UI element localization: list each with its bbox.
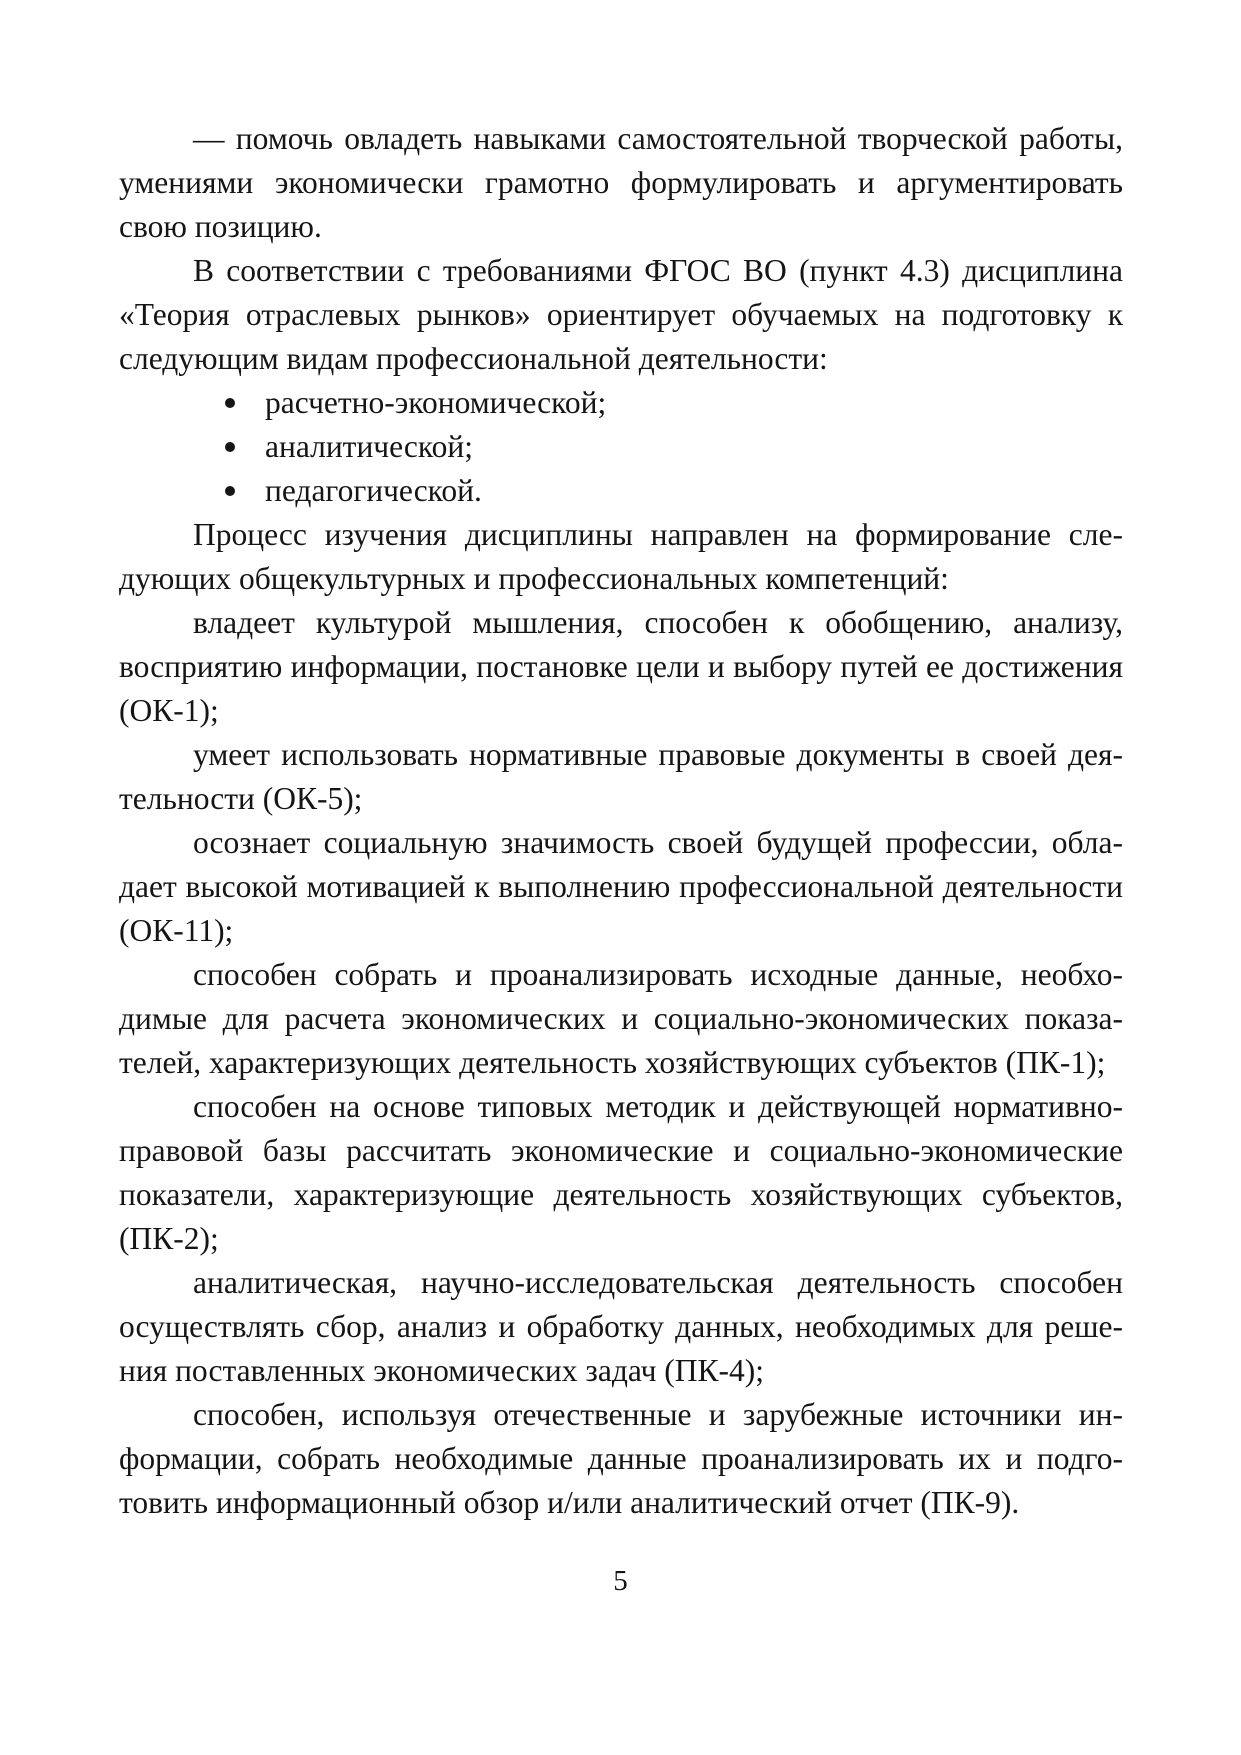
- paragraph-goal-creative-work: — помочь овладеть навыками самостоятельной творческой работы, умениями экономически грамотно формулировать и аргументировать свою позицию.: [119, 121, 1123, 244]
- paragraph-competencies-intro: Процесс изучения дисциплины направлен на формирование следующих общекультурных и профессиональных компетенций:: [119, 517, 1123, 596]
- list-item-text: расчетно-экономической;: [265, 385, 607, 420]
- paragraph-fgos-requirements: В соответствии с требованиями ФГОС ВО (пункт 4.3) дисциплина «Теория отраслевых рынков» ориентирует обучаемых на подготовку к следующим видам профессиональной деятельности:: [119, 253, 1123, 376]
- bullet-icon: [225, 442, 235, 452]
- list-item-text: аналитической;: [265, 429, 473, 464]
- paragraph-pk-9: способен, используя отечественные и зарубежные источники информации, собрать необходимые данные проанализировать их и подготовить информационный обзор и/или аналитический отчет (ПК-9).: [119, 1397, 1123, 1520]
- page-number: 5: [613, 1565, 628, 1597]
- paragraph-ok-11: осознает социальную значимость своей будущей профессии, обладает высокой мотивацией к выполнению профессиональной деятельности (ОК-11);: [119, 825, 1123, 948]
- paragraph-ok-5: умеет использовать нормативные правовые документы в своей деятельности (ОК-5);: [119, 737, 1123, 816]
- bullet-icon: [225, 486, 235, 496]
- paragraph-ok-1: владеет культурой мышления, способен к обобщению, анализу, восприятию информации, постановке цели и выбору путей ее достижения (ОК-1);: [119, 605, 1123, 728]
- paragraph-pk-2: способен на основе типовых методик и действующей нормативно-правовой базы рассчитать экономические и социально-экономические показатели, характеризующие деятельность хозяйствующих субъектов, (ПК-2);: [119, 1089, 1123, 1256]
- bullet-icon: [225, 398, 235, 408]
- list-item: [225, 425, 1123, 469]
- list-item-text: педагогической.: [265, 473, 482, 508]
- list-item: [225, 469, 1123, 513]
- list-item: [225, 381, 1123, 425]
- page-body: [119, 117, 1123, 1525]
- paragraph-pk-1: способен собрать и проанализировать исходные данные, необходимые для расчета экономических и социально-экономических показателей, характеризующих деятельность хозяйствующих субъектов (ПК-1);: [119, 957, 1123, 1080]
- activity-types-list: [119, 381, 1123, 513]
- paragraph-pk-4: аналитическая, научно-исследовательская деятельность способен осуществлять сбор, анализ и обработку данных, необходимых для решения поставленных экономических задач (ПК-4);: [119, 1265, 1123, 1388]
